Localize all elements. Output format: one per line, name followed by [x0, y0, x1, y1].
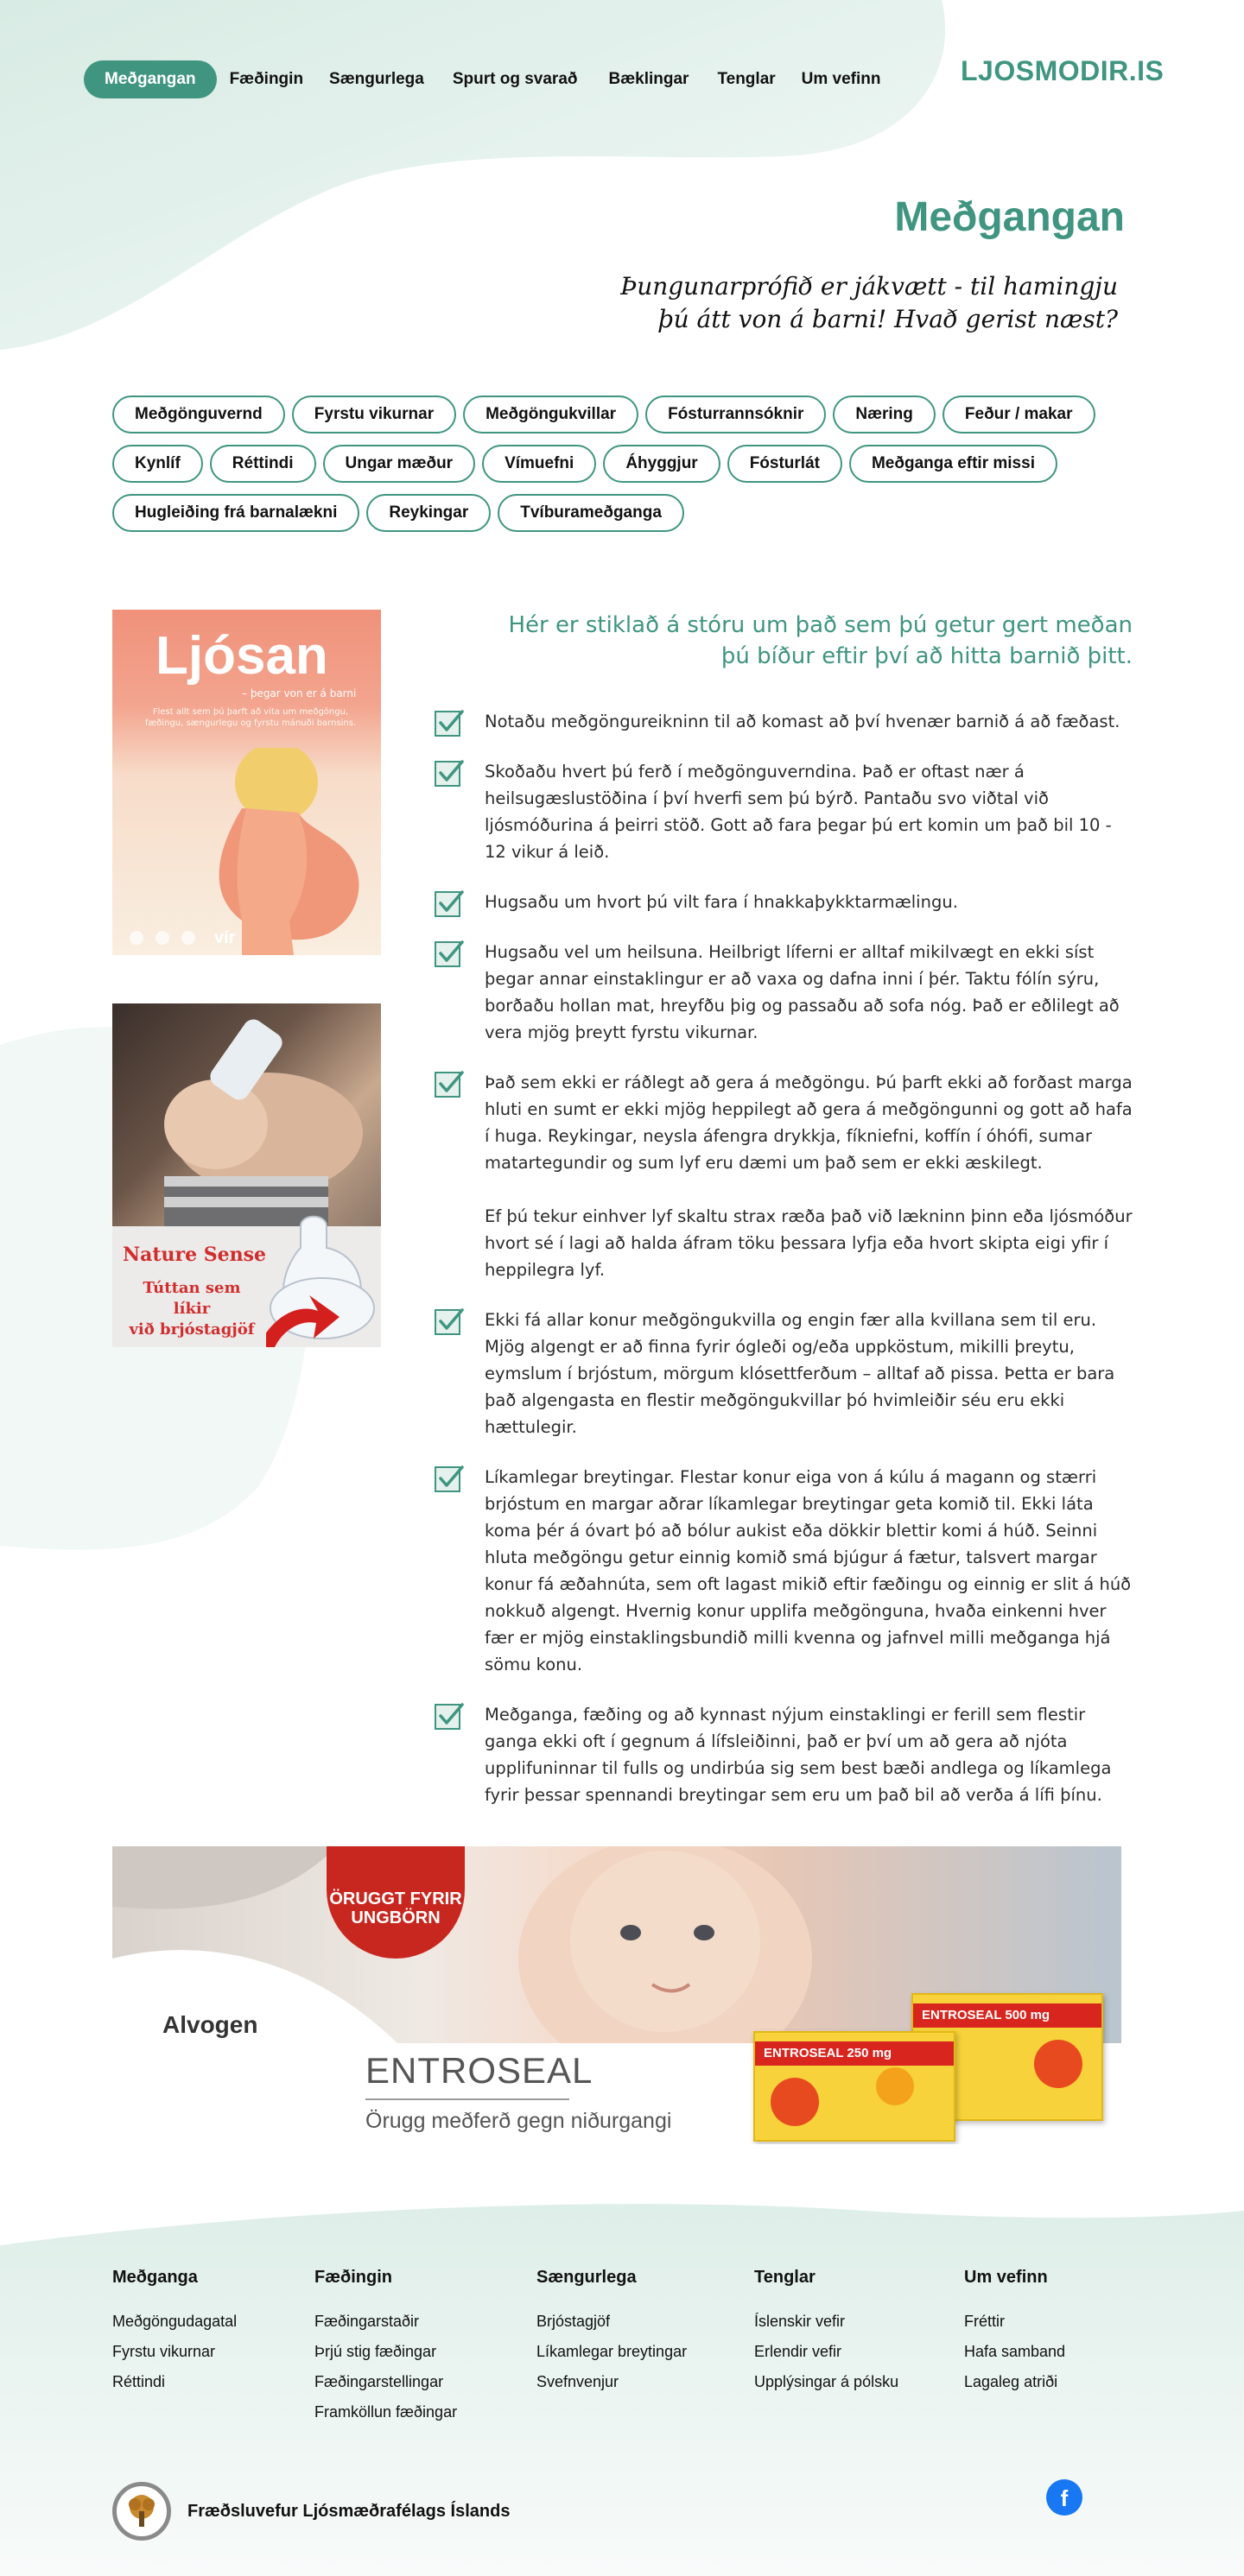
list-item-text: Það sem ekki er ráðlegt að gera á meðgöngu. Þú þarft ekki að forðast marga hluti en sumt er ekki mjög heppilegt að gera á meðgöngunni og gott að hafa í huga. Reykingar, neysla áfengra drykkja, fíkniefni, koffín í óhófi, sumar matartegundir og sum lyf eru dæmi um það sem er ekki æskilegt.: [485, 1073, 1133, 1173]
lead-line-1: Hér er stiklað á stóru um það sem þú getur gert meðan: [508, 612, 1133, 638]
pill-medgonguvernd[interactable]: Meðgönguvernd: [112, 396, 285, 434]
lead-line-2: þú bíður eftir því að hitta barnið þitt.: [720, 643, 1133, 669]
pill-ahyggjur[interactable]: Áhyggjur: [603, 445, 720, 483]
nav-item-medgangan[interactable]: Meðgangan: [84, 60, 217, 98]
ad-nature-sense-brand: Nature Sense: [123, 1244, 267, 1266]
subtitle-line-2: þú átt von á barni! Hvað gerist næst?: [657, 305, 1118, 333]
pill-fedur-makar[interactable]: Feður / makar: [943, 396, 1095, 434]
list-item: [434, 1464, 1138, 1678]
pill-kynlif[interactable]: Kynlíf: [112, 445, 203, 483]
pill-reykingar[interactable]: Reykingar: [366, 494, 491, 532]
list-item-text: Meðganga, fæðing og að kynnast nýjum einstaklingi er ferill sem flestir ganga ekki oft í gegnum á lífsleiðinni, það er því um að gera að njóta upplifuninnar til fulls og undirbúa sig sem best bæði andlega og líkamlega fyrir þessar spennandi breytingar sem eru um það bil að verða á lífi þínu.: [485, 1705, 1112, 1805]
product-divider: [365, 2098, 569, 2100]
pill-fosturrannsoknir[interactable]: Fósturrannsóknir: [645, 396, 826, 434]
checkbox-check-icon: [434, 1069, 465, 1100]
footer-link[interactable]: Fyrstu vikurnar: [112, 2343, 216, 2360]
checkbox-check-icon: [434, 758, 465, 789]
checkbox-check-icon: [434, 708, 465, 739]
subtitle-line-1: Þungunarprófið er jákvætt - til hamingju: [620, 272, 1118, 301]
ad-nature-sense-line-2: við brjóstagjöf: [129, 1320, 255, 1339]
pacifier-teat-icon: [266, 1209, 378, 1347]
ad-nature-sense-panel: [112, 1226, 381, 1347]
product-box-250mg-label: ENTROSEAL 250 mg: [755, 2041, 954, 2066]
list-item: [434, 758, 1138, 865]
tree-logo-icon[interactable]: [112, 2482, 171, 2541]
list-item: [434, 1701, 1138, 1808]
footer-link[interactable]: Fréttir: [964, 2313, 1005, 2330]
footer-col-faedingin: [314, 2268, 457, 2427]
pregnant-silhouette-illustration: [112, 748, 381, 955]
checkbox-check-icon: [434, 939, 465, 970]
footer-link[interactable]: Upplýsingar á pólsku: [754, 2373, 899, 2390]
footer-col-medganga: [112, 2268, 237, 2397]
badge-safe-for-infants: ÖRUGGT FYRIR UNGBÖRN: [327, 1846, 465, 1959]
list-item-text: Notaðu meðgöngureikninn til að komast að því hvenær barnið á að fæðast.: [485, 712, 1120, 731]
pill-fyrstu-vikurnar[interactable]: Fyrstu vikurnar: [292, 396, 456, 434]
pill-rettindi[interactable]: Réttindi: [210, 445, 316, 483]
entroseal-tagline: Örugg meðferð gegn niðurgangi: [365, 2109, 672, 2133]
footer-link[interactable]: Lagaleg atriði: [964, 2373, 1058, 2390]
ad-ljosan[interactable]: [112, 610, 381, 955]
main-nav: [84, 60, 894, 98]
list-item: [434, 1307, 1138, 1440]
footer-link[interactable]: Réttindi: [112, 2373, 166, 2390]
ad-nature-sense[interactable]: [112, 1003, 381, 1347]
pill-medgongukvillar[interactable]: Meðgöngukvillar: [463, 396, 638, 434]
ad-ljosan-vir-logo: vír: [214, 928, 236, 947]
footer-link[interactable]: Erlendir vefir: [754, 2343, 842, 2360]
list-item: [434, 1069, 1138, 1283]
nav-item-baeklingar[interactable]: Bæklingar: [608, 70, 689, 88]
footer-link[interactable]: Framköllun fæðingar: [314, 2403, 458, 2421]
alvogen-logo: Alvogen: [162, 2011, 258, 2038]
pill-vimuefni[interactable]: Vímuefni: [482, 445, 596, 483]
list-item: [434, 939, 1138, 1046]
organization-name: Fræðsluvefur Ljósmæðrafélags Íslands: [187, 2501, 511, 2521]
footer-link[interactable]: Svefnvenjur: [536, 2373, 619, 2390]
topic-pills: [112, 396, 1140, 532]
dosage-badge-icon: [1034, 2040, 1082, 2088]
pill-tviburamedganga[interactable]: Tvíburameðganga: [498, 494, 684, 532]
footer-link[interactable]: Líkamlegar breytingar: [536, 2343, 688, 2360]
list-item-text: Hugsaðu vel um heilsuna. Heilbrigt líferni er alltaf mikilvægt en ekki síst þegar annar einstaklingur er að vaxa og dafna inni í þér. Taktu fólín sýru, borðaðu hollan mat, hreyfðu þig og passaðu að sofa nóg. Það er eðlilegt að vera mjög þreytt fyrstu vikurnar.: [485, 942, 1120, 1042]
footer-col-um-vefinn: [964, 2268, 1065, 2397]
list-item-text: Ef þú tekur einhver lyf skaltu strax ræða það við lækninn þinn eða ljósmóður hvort sé í lagi að halda áfram töku þessara lyfja eða hvort skipta eigi yfir í heppilegra lyf.: [485, 1206, 1133, 1280]
ad-ljosan-tagline: – þegar von er á barni: [242, 687, 357, 699]
pill-ungar-maedur[interactable]: Ungar mæður: [323, 445, 476, 483]
footer-col-title: Um vefinn: [964, 2268, 1048, 2287]
nav-item-spurt-og-svarad[interactable]: Spurt og svarað: [452, 70, 578, 88]
checkbox-check-icon: [434, 1701, 465, 1732]
footer-link[interactable]: Íslenskir vefir: [754, 2313, 846, 2330]
product-box-250mg: [753, 2031, 955, 2142]
footer-link[interactable]: Meðgöngudagatal: [112, 2313, 238, 2330]
dosage-badge-icon: [876, 2067, 914, 2105]
baby-bottle-photo: [112, 1003, 381, 1226]
list-item: [434, 708, 1138, 735]
checkbox-check-icon: [434, 1307, 465, 1338]
list-item-text: Skoðaðu hvert þú ferð í meðgönguverndina. Það er oftast nær á heilsugæslustöðina í því hverfi sem þú býrð. Pantaðu svo viðtal við ljósmóðurina á þeirri stöð. Gott að fara þegar þú ert komin um það bil 10 - 12 vikur á leið.: [485, 762, 1112, 862]
pill-naering[interactable]: Næring: [833, 396, 936, 434]
nav-item-faedingin[interactable]: Fæðingin: [229, 70, 304, 88]
footer-organization: [112, 2482, 510, 2541]
footer-col-title: Fæðingin: [314, 2268, 392, 2287]
footer-link[interactable]: Fæðingarstellingar: [314, 2373, 444, 2390]
nav-item-saengurlega[interactable]: Sængurlega: [329, 70, 424, 88]
nav-item-um-vefinn[interactable]: Um vefinn: [801, 70, 881, 88]
checkbox-check-icon: [434, 1464, 465, 1495]
list-item-text: Líkamlegar breytingar. Flestar konur eiga von á kúlu á magann og stærri brjóstum en margar aðrar líkamlegar breytingar geta komið til. Ekki láta koma þér á óvart þó að bólur aukist eða dökkir blettir komi á húð. Seinni hluta meðgöngu getur einnig komið smá bjúgur á fætur, talsvert margar konur fá æðahnúta, sem oft lagast mikið eftir fæðingu og einnig er slit á húð nokkuð algengt. Hvernig konur upplifa meðgönguna, hvaða einkenni hver fær er mjög einstaklingsbundið milli kvenna og jafnvel milli meðganga hjá sömu konu.: [485, 1467, 1132, 1674]
footer-col-tenglar: [754, 2268, 898, 2397]
ad-ljosan-desc: Flest allt sem þú þarft að vita um meðgöngu, fæðingu, sængurlegu og fyrstu mánuði barnsins.: [144, 707, 357, 728]
pill-hugleiding-fra-barnalaekni[interactable]: Hugleiðing frá barnalækni: [112, 494, 359, 532]
list-item-text: Hugsaðu um hvort þú vilt fara í hnakkaþykktarmælingu.: [485, 892, 958, 912]
footer-link[interactable]: Brjóstagjöf: [536, 2313, 611, 2330]
entroseal-product-name: ENTROSEAL: [365, 2050, 593, 2091]
footer-col-title: Tenglar: [754, 2268, 816, 2287]
ad-ljosan-brand: Ljósan: [156, 626, 328, 686]
ad-entroseal-banner[interactable]: [112, 1846, 1121, 2144]
footer-col-title: Meðganga: [112, 2268, 198, 2287]
dosage-badge-icon: [771, 2078, 819, 2126]
footer-col-title: Sængurlega: [536, 2268, 637, 2287]
site-logo[interactable]: LJOSMODIR.IS: [961, 55, 1165, 86]
page-title: Meðgangan: [894, 194, 1125, 240]
footer-link[interactable]: Þrjú stig fæðingar: [314, 2343, 437, 2360]
intro-lead: [476, 610, 1133, 672]
pill-medganga-eftir-missi[interactable]: Meðganga eftir missi: [849, 445, 1057, 483]
list-item: [434, 889, 1138, 915]
product-box-500mg-label: ENTROSEAL 500 mg: [913, 2003, 1101, 2028]
page-subtitle: [620, 270, 1118, 336]
ad-nature-sense-line-1: Túttan sem líkir: [143, 1279, 241, 1318]
nav-item-tenglar[interactable]: Tenglar: [717, 70, 776, 88]
list-item-text: Ekki fá allar konur meðgöngukvilla og engin fær alla kvillana sem til eru. Mjög algengt er að finna fyrir ógleði og/eða uppköstum, mikilli þreytu, eymslum í brjóstum, mörgum klósettferðum – alltaf að pissa. Þetta er bara það algengasta en flestir meðgöngukvillar þó hvimleiðir séu eru ekki hættulegir.: [485, 1310, 1115, 1437]
ad-nature-sense-slogan: [123, 1278, 261, 1340]
pregnancy-checklist: [434, 708, 1138, 1808]
facebook-icon[interactable]: f: [1046, 2479, 1082, 2516]
footer-link[interactable]: Hafa samband: [964, 2343, 1066, 2360]
checkbox-check-icon: [434, 889, 465, 920]
footer-col-saengurlega: [536, 2268, 687, 2397]
footer-link[interactable]: Fæðingarstaðir: [314, 2313, 420, 2330]
pill-fosturlat[interactable]: Fósturlát: [727, 445, 842, 483]
